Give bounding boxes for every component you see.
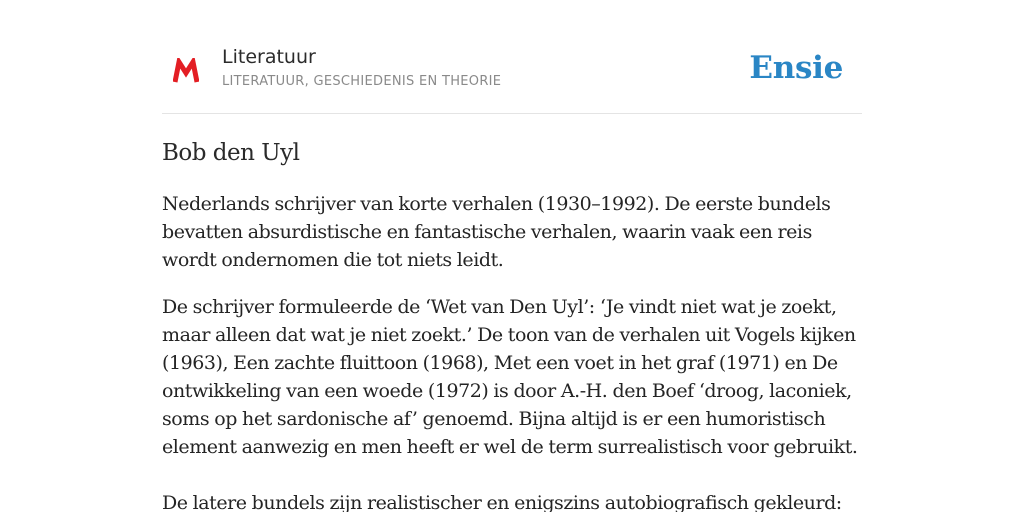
category-subtitle: LITERATUUR, GESCHIEDENIS EN THEORIE: [222, 74, 502, 89]
m-logo-icon[interactable]: [173, 58, 199, 84]
page: [162, 0, 862, 512]
category-block: [222, 45, 501, 92]
brand-logo[interactable]: Ensie: [749, 50, 843, 86]
article-paragraph: De schrijver formuleerde de ‘Wet van Den Uyl’: ‘Je vindt niet wat je zoekt, maar alleen dat wat je niet zoekt.’ De toon van de verhalen uit Vogels kijken (1963), Een zachte fluittoon (1968), Met een voet in het graf (1971) en De ontwikkeling van een woede (1972) is door A.-H. den Boef ‘droog, laconiek, soms op het sardonische af’ genoemd. Bijna altijd is er een humoristisch element aanwezig en men heeft er wel de term surrealistisch voor gebruikt.: [162, 296, 858, 458]
header: [162, 0, 862, 114]
category-title[interactable]: Literatuur: [222, 46, 316, 68]
article-title: Bob den Uyl: [162, 140, 300, 166]
article-paragraph: De latere bundels zijn realistischer en enigszins autobiografisch gekleurd:: [162, 492, 842, 512]
article-paragraph: Nederlands schrijver van korte verhalen (1930–1992). De eerste bundels bevatten absurdistische en fantastische verhalen, waarin vaak een reis wordt ondernomen die tot niets leidt.: [162, 193, 831, 271]
